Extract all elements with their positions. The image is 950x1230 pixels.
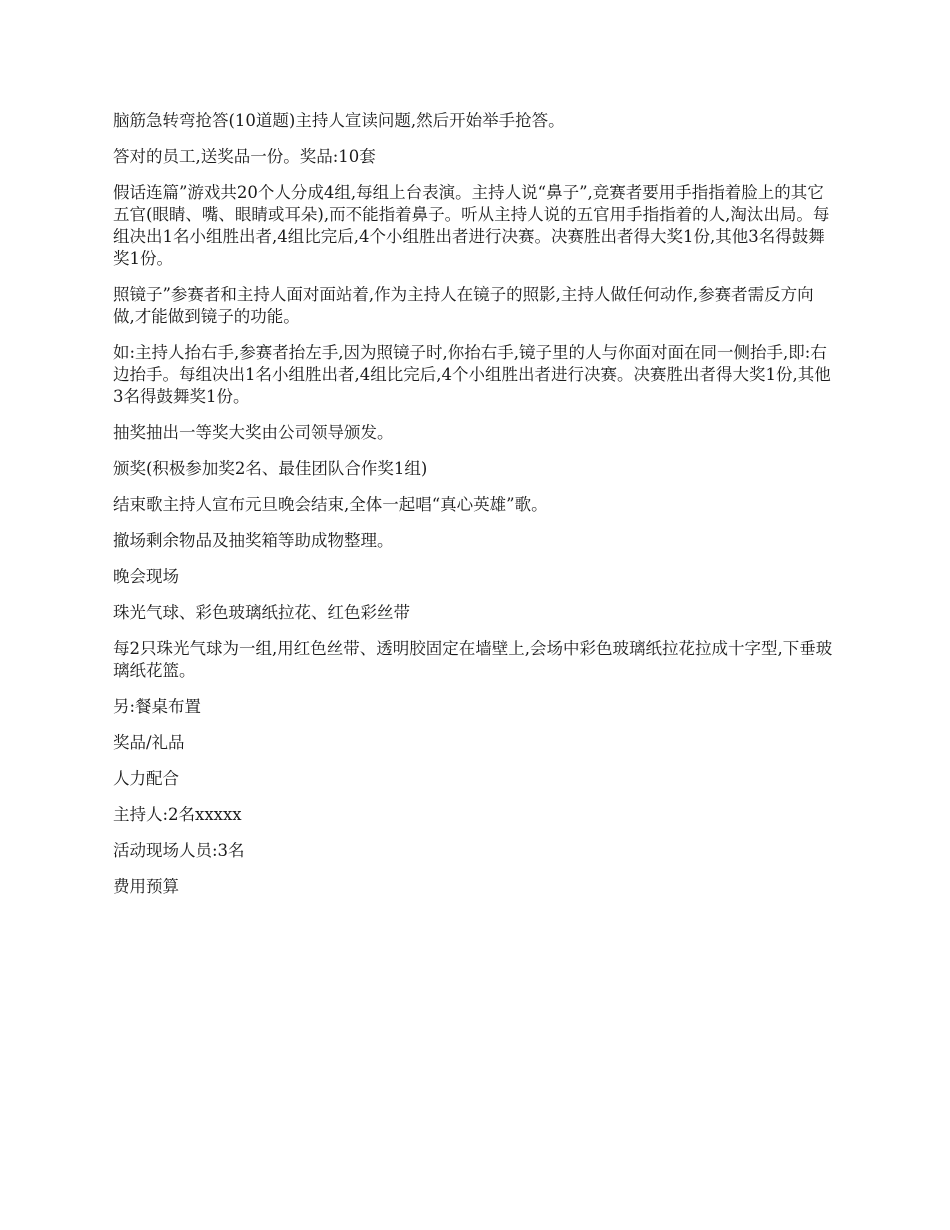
paragraph-hosts: 主持人:2名xxxxx: [113, 805, 242, 824]
paragraph-quiz-intro: 脑筋急转弯抢答(10道题)主持人宣读问题,然后开始举手抢答。: [113, 111, 565, 130]
paragraph-quiz-prize: 答对的员工,送奖品一份。奖品:10套: [113, 147, 376, 166]
paragraph-mirror-example: 如:主持人抬右手,参赛者抬左手,因为照镜子时,你抬右手,镜子里的人与你面对面在同一侧抬手,即:右边抬手。每组决出1名小组胜出者,4组比完后,4个小组胜出者进行决赛。决赛胜出者得大奖1份,其他3名得鼓舞奖1份。: [113, 343, 831, 406]
paragraph-table-setup: 另:餐桌布置: [113, 697, 202, 716]
paragraph-cleanup: 撤场剩余物品及抽奖箱等助成物整理。: [113, 531, 394, 550]
paragraph-decor-items: 珠光气球、彩色玻璃纸拉花、红色彩丝带: [113, 603, 410, 622]
heading-venue: 晚会现场: [113, 567, 179, 586]
paragraph-lying-game: 假话连篇”游戏共20个人分成4组,每组上台表演。主持人说“鼻子”,竞赛者要用手指指着脸上的其它五官(眼睛、嘴、眼睛或耳朵),而不能指着鼻子。听从主持人说的五官用手指指着的人,淘汰出局。每组决出1名小组胜出者,4组比完后,4个小组胜出者进行决赛。决赛胜出者得大奖1份,其他3名得鼓舞奖1份。: [113, 183, 830, 268]
paragraph-decor-setup: 每2只珠光气球为一组,用红色丝带、透明胶固定在墙壁上,会场中彩色玻璃纸拉花拉成十字型,下垂玻璃纸花篮。: [113, 639, 833, 680]
paragraph-awards: 颁奖(积极参加奖2名、最佳团队合作奖1组): [113, 459, 428, 478]
paragraph-lottery: 抽奖抽出一等奖大奖由公司领导颁发。: [113, 423, 394, 442]
heading-prizes-gifts: 奖品/礼品: [113, 733, 185, 752]
document-page: [113, 110, 835, 912]
heading-budget: 费用预算: [113, 877, 179, 896]
paragraph-onsite-staff: 活动现场人员:3名: [113, 841, 245, 860]
heading-staffing: 人力配合: [113, 769, 179, 788]
paragraph-closing-song: 结束歌主持人宣布元旦晚会结束,全体一起唱“真心英雄”歌。: [113, 495, 548, 514]
paragraph-mirror-game: 照镜子”参赛者和主持人面对面站着,作为主持人在镜子的照影,主持人做任何动作,参赛者需反方向做,才能做到镜子的功能。: [113, 285, 814, 326]
